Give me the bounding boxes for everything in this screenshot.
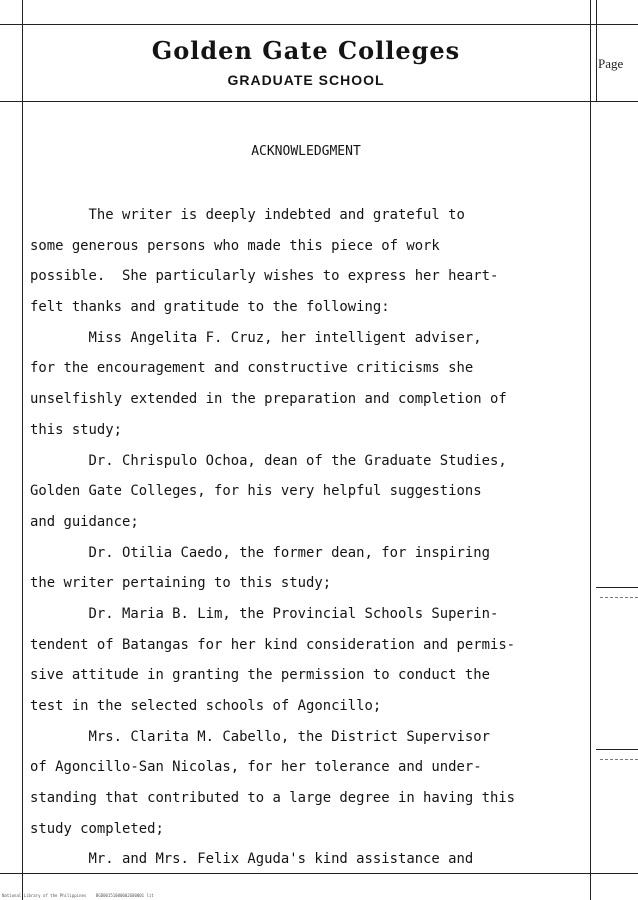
header-bottom-rule (0, 101, 638, 102)
acknowledgment-text (30, 200, 595, 875)
text-line: and guidance; (30, 513, 139, 530)
text-line: The writer is deeply indebted and grateful to (30, 207, 465, 223)
top-rule (0, 24, 638, 25)
text-line: Mr. and Mrs. Felix Aguda's kind assistance and (30, 851, 474, 868)
margin-tick-upper (596, 587, 638, 588)
text-line: tendent of Batangas for her kind consideration and permis- (30, 636, 516, 653)
text-line: Dr. Maria B. Lim, the Provincial Schools Superin- (30, 605, 499, 622)
text-line: Golden Gate Colleges, for his very helpful suggestions (30, 483, 482, 500)
text-line: some generous persons who made this piece of work (30, 237, 440, 254)
text-line: of Agoncillo-San Nicolas, for her tolerance and under- (30, 759, 482, 776)
text-line: the writer pertaining to this study; (30, 575, 332, 592)
margin-dashed-lower (600, 759, 638, 760)
school-name: Golden Gate Colleges (151, 36, 461, 65)
document-heading: ACKNOWLEDGMENT (251, 144, 361, 159)
page-column-rule (596, 0, 597, 102)
text-line: for the encouragement and constructive criticisms she (30, 360, 474, 377)
text-line: standing that contributed to a large degree in having this (30, 790, 516, 807)
text-line: this study; (30, 421, 122, 438)
margin-tick-lower (596, 749, 638, 750)
page-label: Page (598, 56, 624, 71)
text-line: test in the selected schools of Agoncillo; (30, 698, 382, 714)
left-margin-rule (22, 0, 23, 900)
text-line: sive attitude in granting the permission to conduct the (30, 667, 490, 684)
text-line: Dr. Chrispulo Ochoa, dean of the Graduate Studies, (30, 452, 507, 469)
text-line: study completed; (30, 820, 164, 837)
text-line: possible. She particularly wishes to express her heart- (30, 268, 499, 285)
school-subtitle: GRADUATE SCHOOL (227, 72, 385, 88)
margin-dashed-upper (600, 597, 638, 598)
archive-footer: National Library of the Philippines BGD00151000002600001 lit (2, 893, 154, 898)
text-line: Dr. Otilia Caedo, the former dean, for inspiring (30, 544, 490, 561)
text-line: Miss Angelita F. Cruz, her intelligent adviser, (30, 329, 482, 346)
text-line: Mrs. Clarita M. Cabello, the District Supervisor (30, 728, 490, 745)
text-line: unselfishly extended in the preparation and completion of (30, 391, 507, 408)
text-line: felt thanks and gratitude to the following: (30, 299, 390, 316)
